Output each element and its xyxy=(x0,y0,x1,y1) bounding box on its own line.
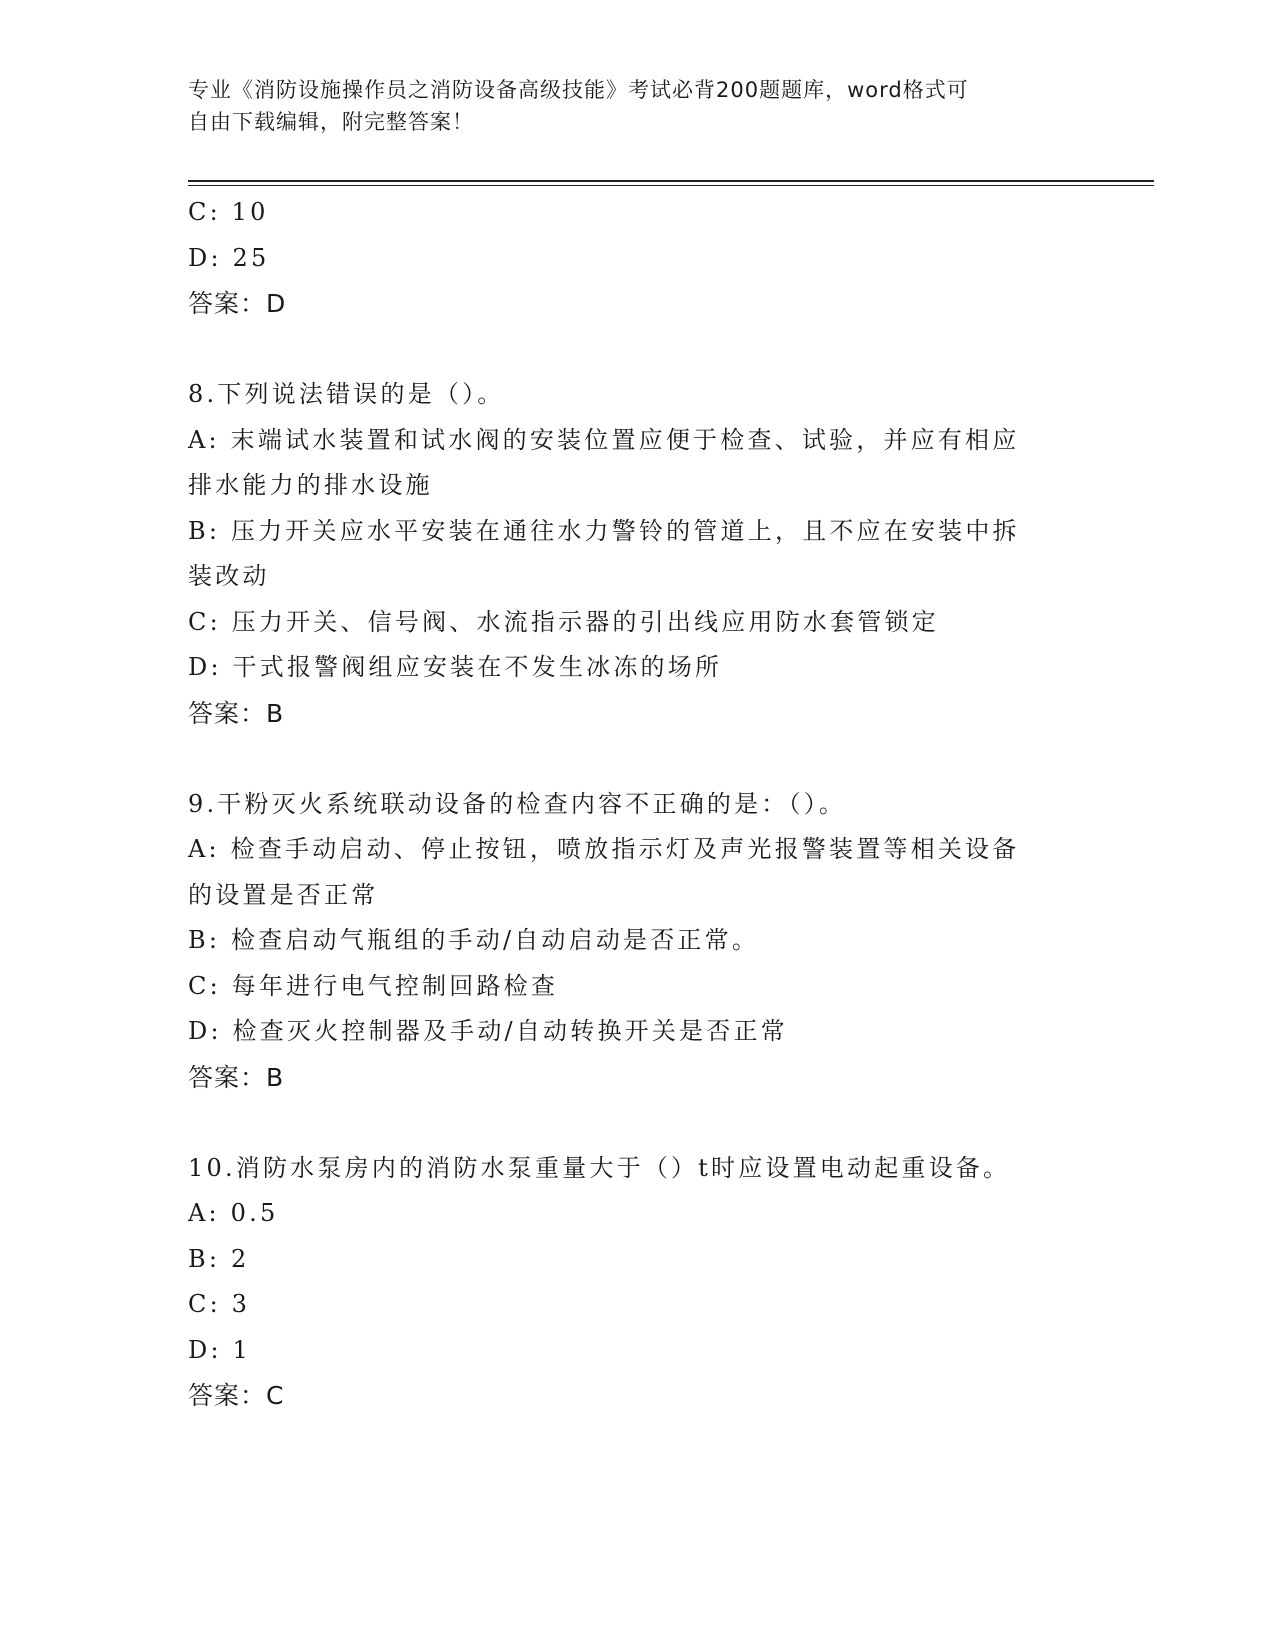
question-9 xyxy=(188,782,1088,1101)
question-8 xyxy=(188,372,1088,736)
answer: 答案：D xyxy=(188,289,287,318)
option-d: D: 1 xyxy=(188,1335,252,1364)
option-c: C: 10 xyxy=(188,198,269,226)
header-rule-thick xyxy=(188,180,1154,182)
document-header xyxy=(188,74,1068,138)
option-c: C: 压力开关、信号阀、水流指示器的引出线应用防水套管锁定 xyxy=(188,607,939,636)
question-stem: 9.干粉灭火系统联动设备的检查内容不正确的是：（）。 xyxy=(188,789,847,818)
option-d: D: 检查灭火控制器及手动/自动转换开关是否正常 xyxy=(188,1017,788,1045)
question-stem: 8.下列说法错误的是（）。 xyxy=(188,380,505,408)
question-10 xyxy=(188,1146,1088,1419)
option-c: C: 每年进行电气控制回路检查 xyxy=(188,971,559,1000)
option-d: D: 25 xyxy=(188,243,270,272)
spacer xyxy=(188,327,1088,373)
answer: 答案：B xyxy=(188,1062,285,1092)
option-a-continued: 的设置是否正常 xyxy=(188,880,379,909)
option-a: A: 末端试水装置和试水阀的安装位置应便于检查、试验，并应有相应 xyxy=(188,425,1020,454)
answer: 答案：C xyxy=(188,1381,285,1410)
option-c: C: 3 xyxy=(188,1290,251,1318)
question-stem: 10.消防水泵房内的消防水泵重量大于（）t时应设置电动起重设备。 xyxy=(188,1153,1011,1182)
option-d: D: 干式报警阀组应安装在不发生冰冻的场所 xyxy=(188,653,723,681)
header-line-1: 专业《消防设施操作员之消防设备高级技能》考试必背200题题库，word格式可 xyxy=(188,78,969,102)
option-b-continued: 装改动 xyxy=(188,562,270,590)
header-rule-thin xyxy=(188,185,1154,186)
header-line-2: 自由下载编辑，附完整答案！ xyxy=(188,110,474,134)
option-a: A: 检查手动启动、停止按钮，喷放指示灯及声光报警装置等相关设备 xyxy=(188,835,1020,863)
option-b: B: 2 xyxy=(188,1244,250,1273)
option-a-continued: 排水能力的排水设施 xyxy=(188,471,433,499)
question-list xyxy=(188,190,1088,1419)
option-b: B: 压力开关应水平安装在通往水力警铃的管道上，且不应在安装中拆 xyxy=(188,516,1020,545)
option-b: B: 检查启动气瓶组的手动/自动启动是否正常。 xyxy=(188,926,760,954)
spacer xyxy=(188,1100,1088,1146)
question-7-tail xyxy=(188,190,1088,327)
spacer xyxy=(188,736,1088,782)
option-a: A: 0.5 xyxy=(188,1199,279,1227)
answer: 答案：B xyxy=(188,698,285,728)
